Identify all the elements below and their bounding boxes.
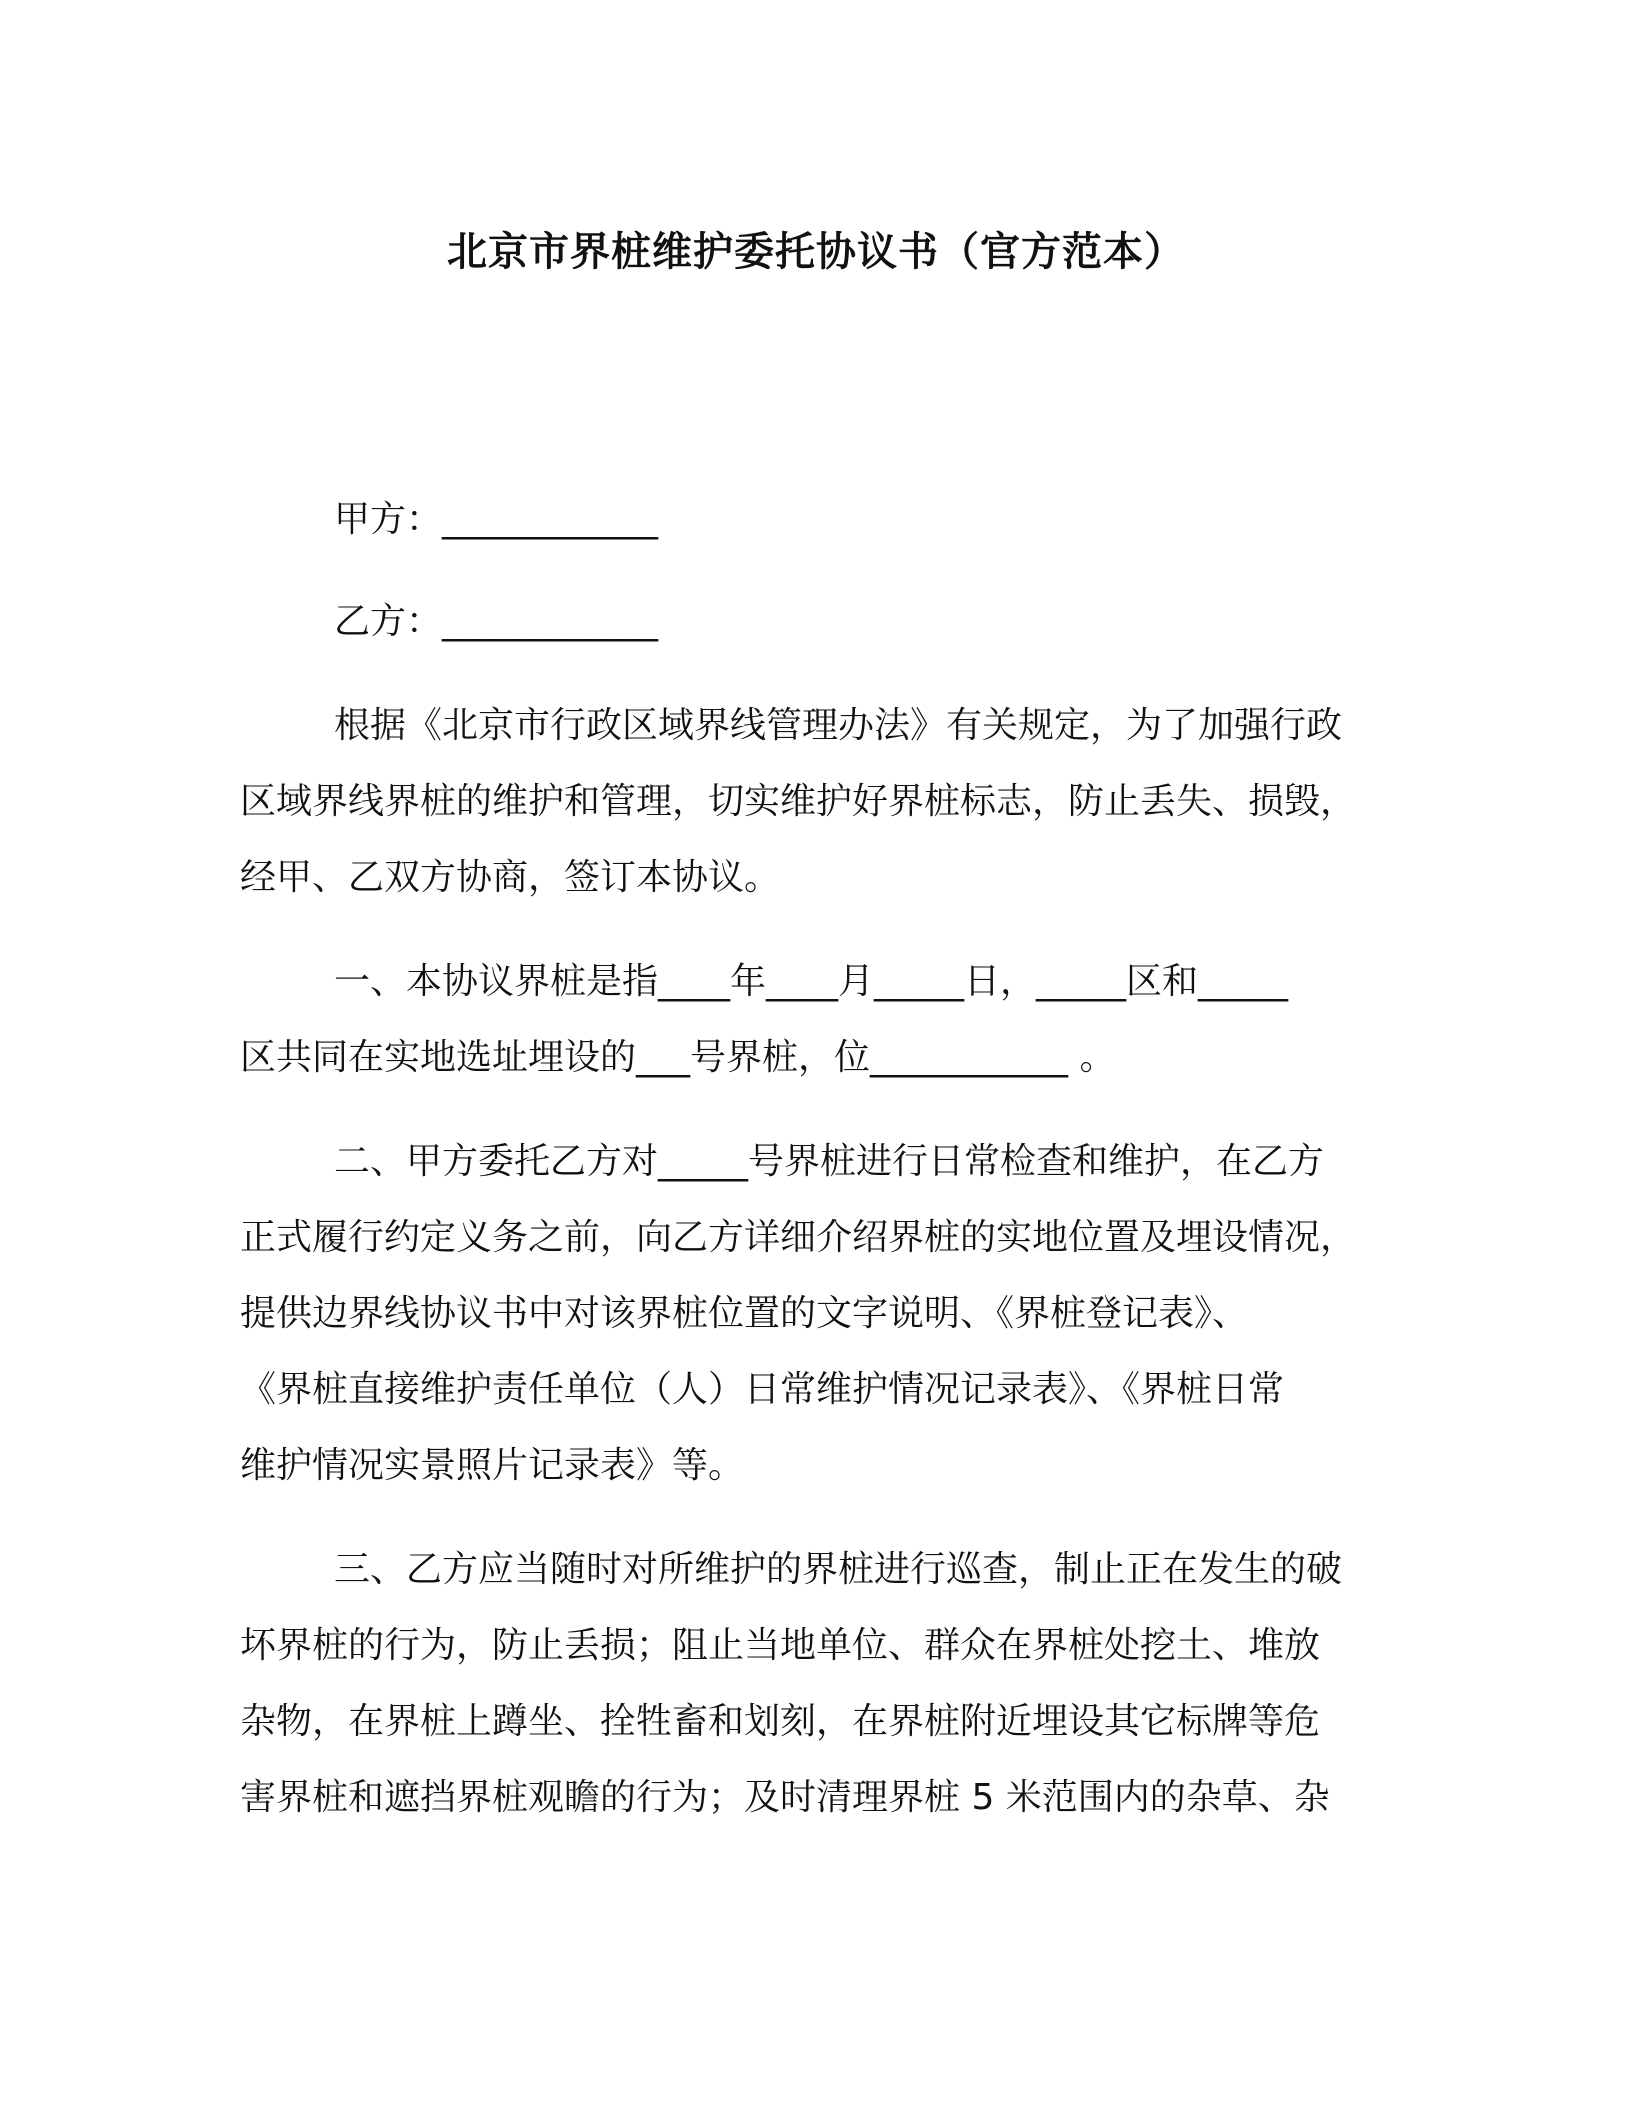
- paragraph-intro-line-1: 根据《北京市行政区域界线管理办法》有关规定，为了加强行政: [334, 705, 1343, 746]
- clause-3-line-4: 害界桩和遮挡界桩观瞻的行为；及时清理界桩 5 米范围内的杂草、杂: [240, 1777, 1330, 1818]
- clause-2-line-1: 二、甲方委托乙方对_____号界桩进行日常检查和维护，在乙方: [334, 1141, 1325, 1182]
- clause-2-line-2: 正式履行约定义务之前，向乙方详细介绍界桩的实地位置及埋设情况，: [240, 1217, 1357, 1258]
- clause-3-line-3: 杂物，在界桩上蹲坐、拴牲畜和划刻，在界桩附近埋设其它标牌等危: [240, 1701, 1321, 1742]
- clause-2-line-4: 《界桩直接维护责任单位（人）日常维护情况记录表》、《界桩日常: [240, 1369, 1285, 1410]
- clause-1-line-2: 区共同在实地选址埋设的___号界桩，位___________ 。: [240, 1037, 1116, 1078]
- clause-1-line-1: 一、本协议界桩是指____年____月_____日，_____区和_____: [334, 961, 1289, 1002]
- clause-3-line-2: 坏界桩的行为，防止丢损；阻止当地单位、群众在界桩处挖土、堆放: [240, 1625, 1321, 1666]
- document-title: 北京市界桩维护委托协议书（官方范本）: [447, 229, 1185, 275]
- clause-3-line-1: 三、乙方应当随时对所维护的界桩进行巡查，制止正在发生的破: [334, 1549, 1343, 1590]
- clause-2-line-3: 提供边界线协议书中对该界桩位置的文字说明、《界桩登记表》、: [240, 1293, 1249, 1334]
- paragraph-intro-line-2: 区域界线界桩的维护和管理，切实维护好界桩标志，防止丢失、损毁，: [240, 781, 1357, 822]
- clause-2-line-5: 维护情况实景照片记录表》等。: [240, 1445, 745, 1486]
- paragraph-intro-line-3: 经甲、乙双方协商，签订本协议。: [240, 857, 781, 898]
- party-b-line: 乙方：____________: [334, 601, 659, 642]
- party-a-line: 甲方：____________: [334, 499, 659, 540]
